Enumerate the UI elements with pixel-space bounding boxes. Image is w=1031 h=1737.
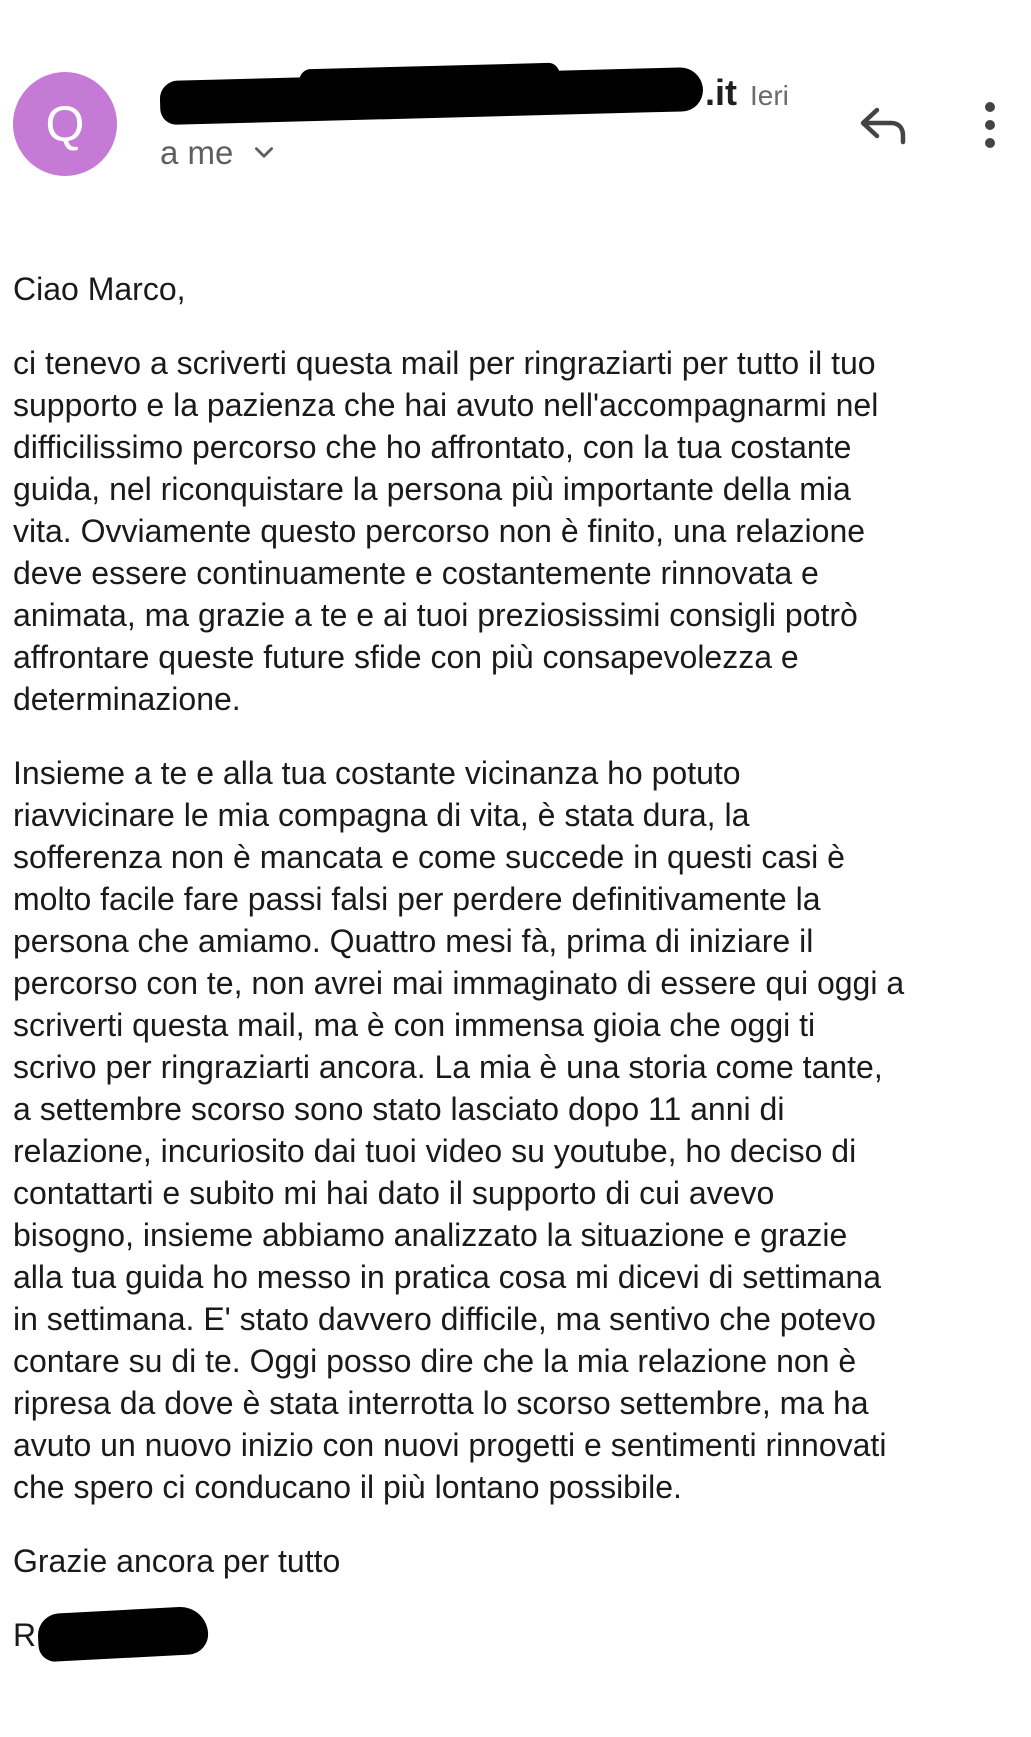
recipient-label: a me <box>160 134 234 171</box>
sender-line[interactable] <box>160 70 800 120</box>
chevron-down-icon <box>251 140 277 166</box>
sender-avatar[interactable] <box>13 72 117 176</box>
recipient-details-toggle[interactable] <box>160 134 277 172</box>
signature-redaction <box>37 1606 209 1663</box>
greeting: Ciao Marco, <box>13 271 186 307</box>
body-paragraph-1: ci tenevo a scriverti questa mail per ringraziarti per tutto il tuo supporto e la pazienza che hai avuto nell'accompagnarmi nel difficilissimo percorso che ho affrontato, con la tua costante guida, nel riconquistare la persona più importante della mia vita. Ovviamente questo percorso non è finito, una relazione deve essere continuamente e costantemente rinnovata e animata, ma grazie a te e ai tuoi preziosissimi consigli potrò affrontare queste future sfide con più consapevolezza e determinazione. <box>13 345 879 717</box>
closing-line: Grazie ancora per tutto <box>13 1543 341 1579</box>
signature <box>13 1614 1018 1674</box>
reply-icon <box>857 104 909 148</box>
sender-address-visible: .it <box>705 72 737 113</box>
more-options-button[interactable] <box>970 95 1010 155</box>
email-body <box>13 268 1018 1674</box>
email-date: Ieri <box>750 80 789 111</box>
avatar-initial: Q <box>45 96 85 152</box>
email-header <box>0 0 1031 190</box>
body-paragraph-2: Insieme a te e alla tua costante vicinanza ho potuto riavvicinare le mia compagna di vita, è stata dura, la sofferenza non è mancata e come succede in questi casi è molto facile fare passi falsi per perdere definitivamente la persona che amiamo. Quattro mesi fà, prima di iniziare il percorso con te, non avrei mai immaginato di essere qui oggi a scriverti questa mail, ma è con immensa gioia che oggi ti scrivo per ringraziarti ancora. La mia è una storia come tante, a settembre scorso sono stato lasciato dopo 11 anni di relazione, incuriosito dai tuoi video su youtube, ho deciso di contattarti e subito mi hai dato il supporto di cui avevo bisogno, insieme abbiamo analizzato la situazione e grazie alla tua guida ho messo in pratica cosa mi dicevi di settimana in settimana. E' stato davvero difficile, ma sentivo che potevo contare su di te. Oggi posso dire che la mia relazione non è ripresa da dove è stata interrotta lo scorso settembre, ma ha avuto un nuovo inizio con nuovi progetti e sentimenti rinnovati che spero ci conducano il più lontano possibile. <box>13 755 905 1505</box>
sender-redaction <box>160 67 704 125</box>
more-vert-icon <box>982 101 998 149</box>
reply-button[interactable] <box>855 98 911 154</box>
signature-initial: R <box>13 1617 37 1653</box>
